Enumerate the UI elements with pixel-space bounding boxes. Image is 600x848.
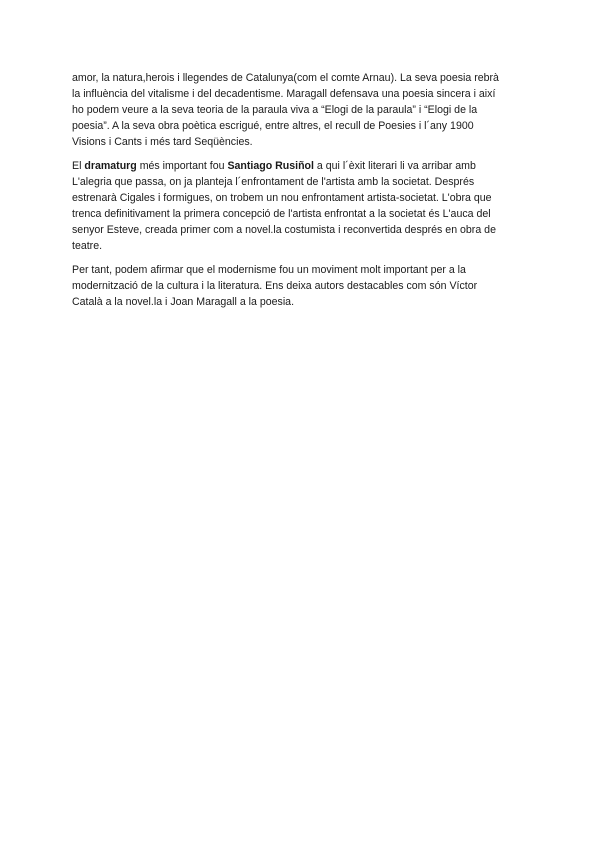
text-line: teatre. — [72, 240, 103, 252]
text-line: Per tant, podem afirmar que el modernisme fou un moviment molt important per a la — [72, 264, 466, 276]
paragraph-conclusion — [72, 262, 530, 310]
text-line: senyor Esteve, creada primer com a novel.la costumista i reconvertida després en obra de — [72, 224, 496, 236]
text-line — [72, 158, 530, 174]
bold-term-dramaturg: dramaturg — [84, 160, 137, 172]
text-line: Català a la novel.la i Joan Maragall a la poesia. — [72, 296, 295, 308]
text-run: a qui l´èxit literari li va arribar amb — [313, 160, 476, 172]
text-line: Visions i Cants i més tard Seqüències. — [72, 136, 253, 148]
bold-name-santiago-rusinol: Santiago Rusiñol — [227, 160, 314, 172]
paragraph-maragall — [72, 70, 530, 150]
text-line: amor, la natura,herois i llegendes de Catalunya(com el comte Arnau). La seva poesia rebrà — [72, 72, 499, 84]
text-line: la influència del vitalisme i del decadentisme. Maragall defensava una poesia sincera i així — [72, 88, 496, 100]
text-line: trenca definitivament la primera concepció de l'artista enfrontat a la societat és L'auca del — [72, 208, 491, 220]
text-line: L'alegria que passa, on ja planteja l´enfrontament de l'artista amb la societat. Després — [72, 176, 475, 188]
text-line: poesia”. A la seva obra poètica escrigué, entre altres, el recull de Poesies i l´any 1900 — [72, 120, 474, 132]
text-run: més important fou — [136, 160, 228, 172]
text-line: ho podem veure a la seva teoria de la paraula viva a “Elogi de la paraula” i “Elogi de la — [72, 104, 478, 116]
text-run: El — [72, 160, 85, 172]
paragraph-rusinol — [72, 158, 530, 254]
text-line: estrenarà Cigales i formigues, on trobem un nou enfrontament artista-societat. L'obra que — [72, 192, 492, 204]
text-line: modernització de la cultura i la literatura. Ens deixa autors destacables com són Víctor — [72, 280, 478, 292]
